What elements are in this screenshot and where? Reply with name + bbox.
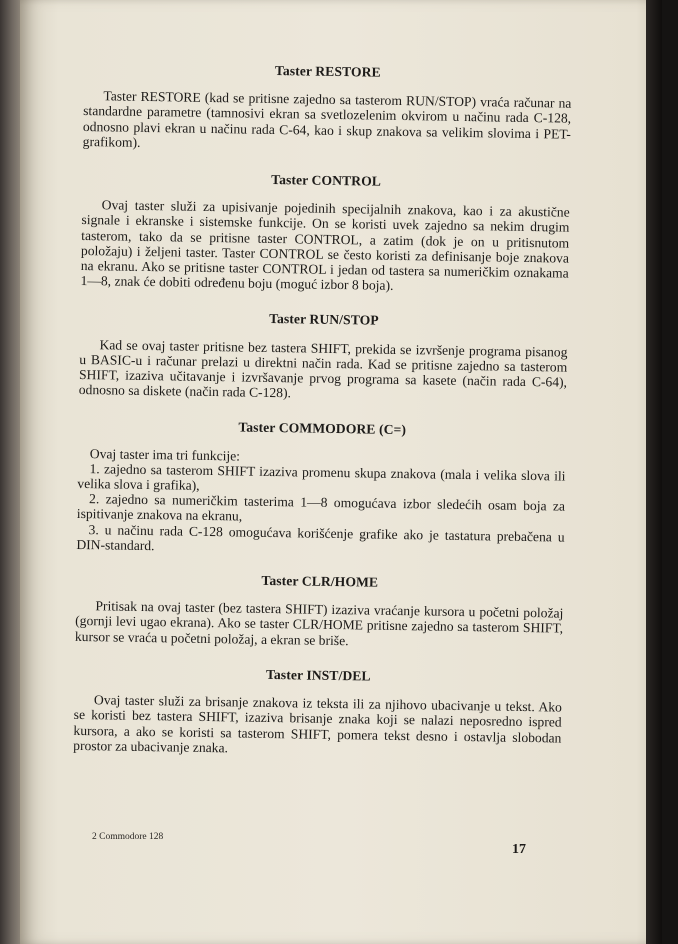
section-body: Pritisak na ovaj taster (bez tastera SHIFT) izaziva vraćanje kursora u početni položaj (gornji levi ugao ekrana). Ako se taster CLR/HOME pritisne zajedno sa tasterom SHIFT, kursor se vraća u početni položaj, a ekran se briše.	[74, 598, 564, 648]
section-control	[80, 169, 570, 296]
section-heading: Taster CONTROL	[271, 171, 382, 189]
footer-signature: 2 Commodore 128	[92, 832, 164, 842]
section-body: Ovaj taster služi za upisivanje pojedinih specijalnih znakova, kao i za akustične signale i ekranske i sistemske funkcije. On se koristi uvek zajedno sa nekim drugim tasterom, tako da se pritisne taster CONTROL, a zatim (dok je on u pritisnutom položaju) i željeni taster. Taster CONTROL se često koristi za definisanje boje znakova na ekranu. Ako se pritisne taster CONTROL i jedan od tastera sa numeričkim oznakama 1—8, znak će dobiti određenu boju (moguć izbor 8 boja).	[80, 197, 570, 294]
section-inst-del	[73, 664, 562, 761]
list-item: 1. zajedno sa tasterom SHIFT izaziva promenu skupa znakova (mala i velika slova ili velika slova i grafika),	[77, 460, 566, 493]
section-intro: Ovaj taster ima tri funkcije:	[89, 445, 241, 464]
page-number: 17	[512, 842, 526, 857]
list-item: 3. u načinu rada C-128 omogućava korišćenje grafike ako je tastatura prebačena u DIN-standard.	[76, 521, 565, 554]
section-run-stop	[79, 308, 568, 405]
section-body: Ovaj taster služi za brisanje znakova iz teksta ili za njihovo ubacivanje u tekst. Ako se koristi bez tastera SHIFT, izaziva brisanje znaka koji se nalazi neposredno ispred kursora, a ako se koristi sa tasterom SHIFT, pomera tekst desno i ostavlja slobodan prostor za ubacivanje znaka.	[73, 692, 563, 756]
section-restore	[83, 60, 572, 157]
section-commodore	[76, 417, 566, 559]
list-item: 2. zajedno sa numeričkim tasterima 1—8 omogućava izbor sledećih osam boja za ispitivanje znakova na ekranu,	[76, 491, 566, 525]
section-heading: Taster RUN/STOP	[269, 311, 379, 329]
section-heading: Taster CLR/HOME	[261, 572, 379, 590]
page-right-edge	[646, 0, 662, 944]
section-clr-home	[75, 570, 564, 651]
book-spine-shadow	[0, 0, 20, 944]
section-body: Taster RESTORE (kad se pritisne zajedno sa tasterom RUN/STOP) vraća računar na standardne parametre (tamnosivi ekran sa svetlozelenim okvirom u načinu rada C-128, odnosno plavi ekran u načinu rada C-64, kao i skup znakova sa velikim slovima i PET-grafikom).	[82, 88, 572, 150]
section-heading: Taster INST/DEL	[265, 666, 371, 684]
page-content	[73, 60, 572, 780]
section-body: Kad se ovaj taster pritisne bez tastera SHIFT, prekida se izvršenje programa pisanog u BASIC-u i računar prelazi u direktni način rada. Kad se pritisne zajedno sa tasterom SHIFT, izaziva učitavanje i izvršavanje prvog programa sa kasete (način rada C-64), odnosno sa diskete (način rada C-128).	[78, 336, 568, 401]
section-heading: Taster RESTORE	[274, 63, 381, 80]
section-heading: Taster COMMODORE (C=)	[238, 419, 407, 438]
